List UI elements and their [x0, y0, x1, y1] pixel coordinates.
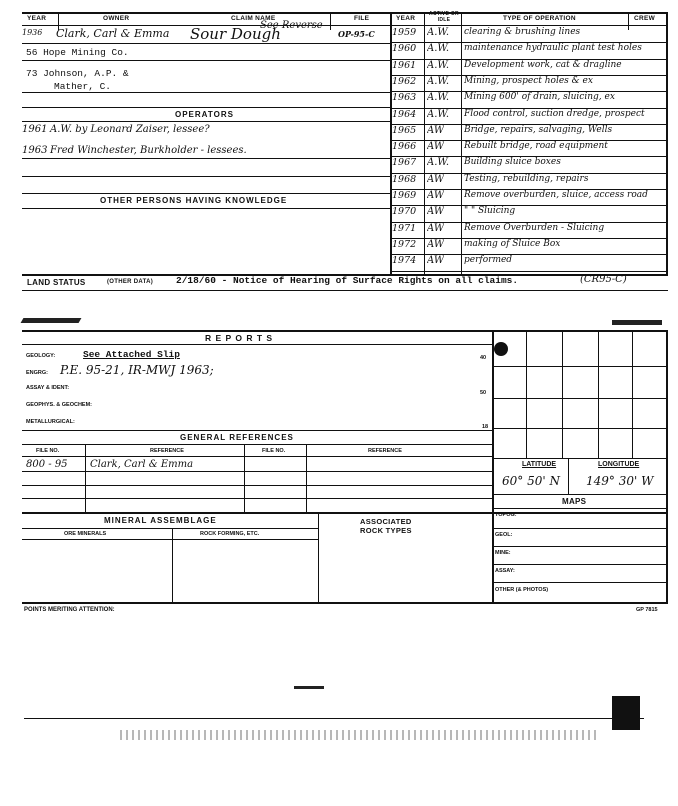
header-year: YEAR [27, 15, 47, 22]
operation-year: 1967 [392, 157, 417, 169]
header-claim-name: CLAIM NAME [231, 15, 276, 22]
maps-assay: ASSAY: [495, 568, 515, 574]
operation-type: Testing, rebuilding, repairs [464, 173, 589, 184]
report-number-18: 18 [482, 424, 489, 430]
header-active-idle: ACTIVE OR IDLE [429, 11, 459, 23]
ore-minerals-label: ORE MINERALS [64, 531, 107, 537]
ref-row-file: 800 - 95 [26, 459, 68, 470]
operation-type: Mining 600' of drain, sluicing, ex [464, 92, 615, 103]
operation-year: 1962 [392, 75, 417, 87]
operation-type: Mining, prospect holes & ex [464, 75, 593, 86]
operation-year: 1969 [392, 190, 417, 201]
report-number-50: 50 [480, 390, 487, 396]
associated-label: ASSOCIATED [360, 517, 412, 526]
engrg-value: P.E. 95-21, IR-MWJ 1963; [60, 363, 214, 377]
mineral-assemblage-heading: MINERAL ASSEMBLAGE [104, 516, 217, 525]
operator-1-text: A.W. by Leonard Zaiser, lessee? [50, 124, 210, 135]
land-status-hand: (CR95-C) [580, 274, 627, 285]
operation-type: Building sluice boxes [464, 157, 561, 168]
operation-type: " " Sluicing [464, 206, 516, 217]
header-type-operation: TYPE OF OPERATION [503, 15, 576, 22]
operation-status: AW [427, 190, 445, 201]
engrg-label: ENGRG: [26, 370, 48, 376]
owner-row-1-claim: Sour Dough [190, 25, 281, 43]
operation-status: A.W. [427, 157, 450, 169]
ref-col-file: FILE NO. [36, 448, 60, 454]
reports-heading: R E P O R T S [205, 333, 274, 343]
grid-vline [632, 330, 633, 458]
operator-2-text: Fred Winchester, Burkholder - lessees. [50, 145, 247, 156]
operation-status: AW [427, 255, 445, 267]
header-owner: OWNER [103, 15, 130, 22]
operation-status: AW [427, 238, 445, 250]
operation-type: performed [464, 255, 513, 266]
grid-hline [492, 398, 668, 399]
owner-row-1-owner: Clark, Carl & Emma [56, 27, 170, 40]
longitude-label: LONGITUDE [598, 461, 640, 468]
geology-value: See Attached Slip [83, 349, 180, 360]
operation-year: 1971 [392, 222, 417, 234]
owner-row-4: Mather, C. [54, 81, 112, 92]
header-file: FILE [354, 15, 370, 22]
maps-heading: MAPS [562, 497, 587, 506]
operation-year: 1965 [392, 124, 417, 136]
owner-row-1-year: 1936 [22, 28, 43, 37]
operation-status: A.W. [427, 92, 450, 104]
scan-smudge-right [612, 320, 662, 325]
geology-label: GEOLOGY: [26, 353, 56, 359]
geophys-label: GEOPHYS. & GEOCHEM: [26, 402, 93, 408]
operation-year: 1963 [392, 92, 417, 104]
ref-col-file-2: FILE NO. [262, 448, 286, 454]
grid-vline [598, 330, 599, 458]
grid-hline [492, 428, 668, 429]
scan-noise-strip [120, 730, 600, 740]
operation-year: 1961 [392, 59, 417, 71]
operation-status: A.W. [427, 59, 450, 71]
operation-status: A.W. [427, 43, 450, 55]
operation-year: 1974 [392, 255, 417, 267]
operation-year: 1964 [392, 108, 417, 120]
operation-status: A.W. [427, 75, 450, 87]
grid-vline [526, 330, 527, 458]
owner-row-1-file: OP-95-C [338, 29, 375, 39]
other-persons-heading: OTHER PERSONS HAVING KNOWLEDGE [100, 196, 288, 205]
maps-other: OTHER (& PHOTOS) [495, 587, 549, 593]
ref-col-ref: REFERENCE [150, 448, 184, 454]
operation-status: AW [427, 141, 445, 153]
operator-2-year: 1963 [22, 145, 48, 156]
scan-mark [294, 686, 324, 689]
operation-year: 1966 [392, 141, 417, 153]
header-crew: CREW [634, 15, 656, 22]
land-status-sub: (OTHER DATA) [107, 279, 154, 285]
operation-year: 1959 [392, 27, 417, 38]
latitude-value: 60° 50' N [502, 474, 560, 488]
operation-type: Rebuilt bridge, road equipment [464, 141, 608, 152]
ref-row-ref: Clark, Carl & Emma [90, 459, 194, 470]
scan-smudge [21, 318, 82, 323]
grid-hline [492, 366, 668, 367]
operation-status: AW [427, 206, 445, 218]
points-meriting-label: POINTS MERITING ATTENTION: [24, 607, 115, 613]
maps-topog: TOPOG: [495, 512, 517, 518]
land-status-label: LAND STATUS [27, 278, 86, 287]
ref-col-ref-2: REFERENCE [368, 448, 402, 454]
operation-type: Bridge, repairs, salvaging, Wells [464, 124, 613, 135]
assay-label: ASSAY & IDENT: [26, 385, 70, 391]
owner-row-2: 56 Hope Mining Co. [26, 47, 129, 58]
scan-blot [612, 696, 640, 730]
land-status-text: 2/18/60 - Notice of Hearing of Surface Rights on all claims. [176, 275, 519, 286]
form-number: GP 7815 [636, 607, 658, 613]
owner-row-3: 73 Johnson, A.P. & [26, 68, 129, 79]
rock-types-label: ROCK TYPES [360, 526, 412, 535]
rock-forming-label: ROCK FORMING, ETC. [200, 531, 260, 537]
operation-year: 1970 [392, 206, 417, 218]
longitude-value: 149° 30' W [586, 474, 654, 488]
latitude-label: LATITUDE [522, 461, 557, 468]
operation-status: A.W. [427, 108, 450, 120]
operation-type: Development work, cat & dragline [464, 59, 622, 70]
operation-status: AW [427, 124, 445, 136]
report-number-40: 40 [480, 355, 487, 361]
header-year-2: YEAR [396, 15, 416, 22]
operation-year: 1972 [392, 238, 417, 250]
general-references-heading: GENERAL REFERENCES [180, 433, 294, 442]
operation-type: maintenance hydraulic plant test holes [464, 43, 642, 54]
operation-type: Remove overburden, sluice, access road [464, 190, 648, 200]
grid-vline [562, 330, 563, 458]
operation-year: 1960 [392, 43, 417, 55]
operation-type: Remove Overburden - Sluicing [464, 222, 605, 233]
operators-heading: OPERATORS [175, 110, 234, 119]
operation-status: AW [427, 222, 445, 234]
metallurgical-label: METALLURGICAL: [26, 419, 75, 425]
operation-status: AW [427, 173, 445, 185]
maps-geol: GEOL: [495, 532, 513, 538]
operation-type: making of Sluice Box [464, 238, 561, 249]
grid-border [666, 330, 668, 602]
owner-row-1-note: See Reverse [260, 20, 323, 31]
grid-dot-icon [494, 342, 508, 356]
operator-1-year: 1961 [22, 124, 48, 135]
operation-year: 1968 [392, 173, 417, 185]
operation-row-divider [390, 271, 666, 272]
operation-type: Flood control, suction dredge, prospect [464, 108, 645, 119]
operation-type: clearing & brushing lines [464, 27, 581, 37]
operation-status: A.W. [427, 27, 450, 38]
maps-mine: MINE: [495, 550, 511, 556]
